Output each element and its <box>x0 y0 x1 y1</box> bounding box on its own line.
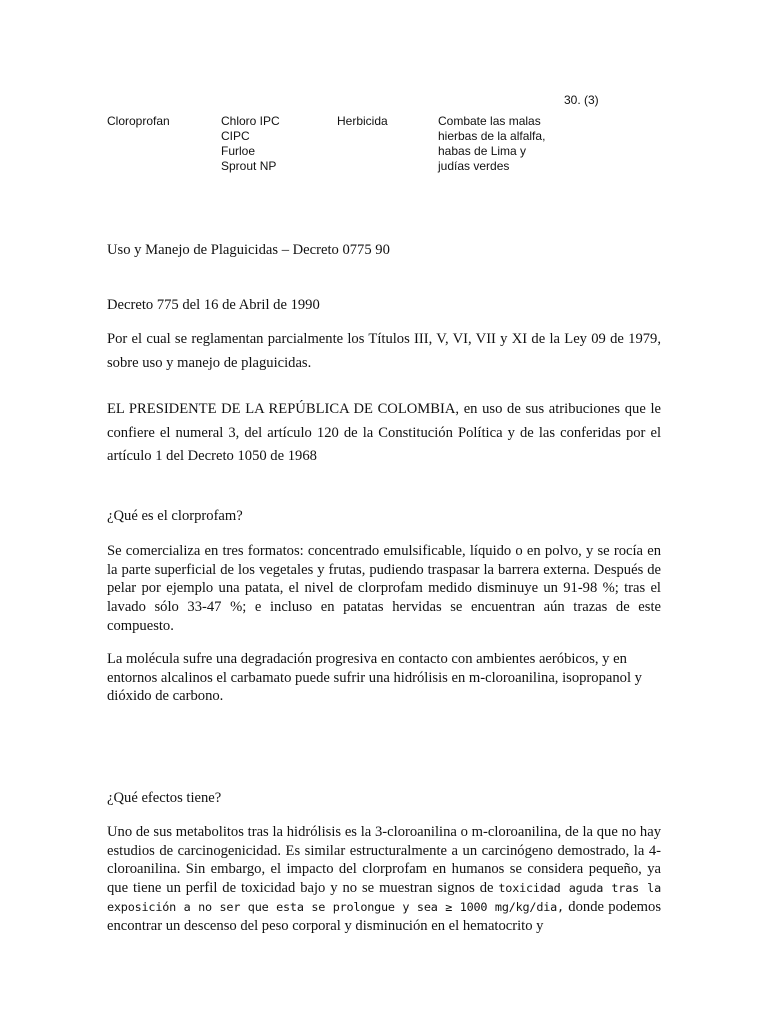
president-statement: EL PRESIDENTE DE LA REPÚBLICA DE COLOMBIA, en uso de sus atribuciones que le confiere el numeral 3, del artículo 120 de la Constitución Política y de las conferidas por el artículo 1 del Decreto 1050 de 1968 <box>107 401 661 464</box>
trade-name: CIPC <box>221 129 250 143</box>
use-line: hierbas de la alfalfa, <box>438 129 546 143</box>
decree-purpose: Por el cual se reglamentan parcialmente los Títulos III, V, VI, VII y XI de la Ley 09 de 1979, sobre uso y manejo de plaguicidas. <box>107 331 661 371</box>
pesticide-use <box>438 114 588 174</box>
paragraph: Uno de sus metabolitos tras la hidrólisis es la 3-cloroanilina o m-cloroanilina, de la que no hay estudios de carcinogenicidad. Es similar estructuralmente a un carcinógeno demostrado, la 4-cloroanilina. Sin embargo, el impacto del clorprofam en humanos se considera pequeño, ya que tiene un perfil de toxicidad bajo y no se muestran signos de toxicidad aguda tras la exposición a no ser que esta se prolongue y sea ≥ 1000 mg/kg/dia, donde podemos encontrar un descenso del peso corporal y disminución en el hematocrito y <box>107 824 661 934</box>
paragraph: Se comercializa en tres formatos: concentrado emulsificable, líquido o en polvo, y se rocía en la parte superficial de los vegetales y frutas, pudiendo traspasar la barrera externa. Después de pelar por ejemplo una patata, el nivel de clorprofam medido disminuye un 91-98 %; tras el lavado sólo 33-47 %; e incluso en patatas hervidas se encuentran aún trazas de este compuesto. <box>107 543 661 634</box>
trade-name: Sprout NP <box>221 159 277 173</box>
pesticide-name: Cloroprofan <box>107 114 170 128</box>
use-line: habas de Lima y <box>438 144 527 158</box>
pesticide-trade-names <box>221 114 280 174</box>
question-heading: ¿Qué es el clorprofam? <box>107 508 243 524</box>
monospace-line: toxicidad aguda tras la exposición a no ser que esta se prolongue y sea ≥ 1000 mg/kg/dia, <box>107 881 661 914</box>
section-heading: Uso y Manejo de Plaguicidas – Decreto 0775 90 <box>107 242 390 258</box>
page-number: 30. (3) <box>564 93 599 107</box>
trade-name: Chloro IPC <box>221 114 280 128</box>
question-heading: ¿Qué efectos tiene? <box>107 790 222 806</box>
pesticide-type: Herbicida <box>337 114 388 128</box>
paragraph: La molécula sufre una degradación progresiva en contacto con ambientes aeróbicos, y en entornos alcalinos el carbamato puede sufrir una hidrólisis en m-cloroanilina, isopropanol y dióxido de carbono. <box>107 651 642 705</box>
trade-name: Furloe <box>221 144 256 158</box>
use-line: judías verdes <box>438 159 510 173</box>
decree-title: Decreto 775 del 16 de Abril de 1990 <box>107 297 320 313</box>
use-line: Combate las malas <box>438 114 541 128</box>
